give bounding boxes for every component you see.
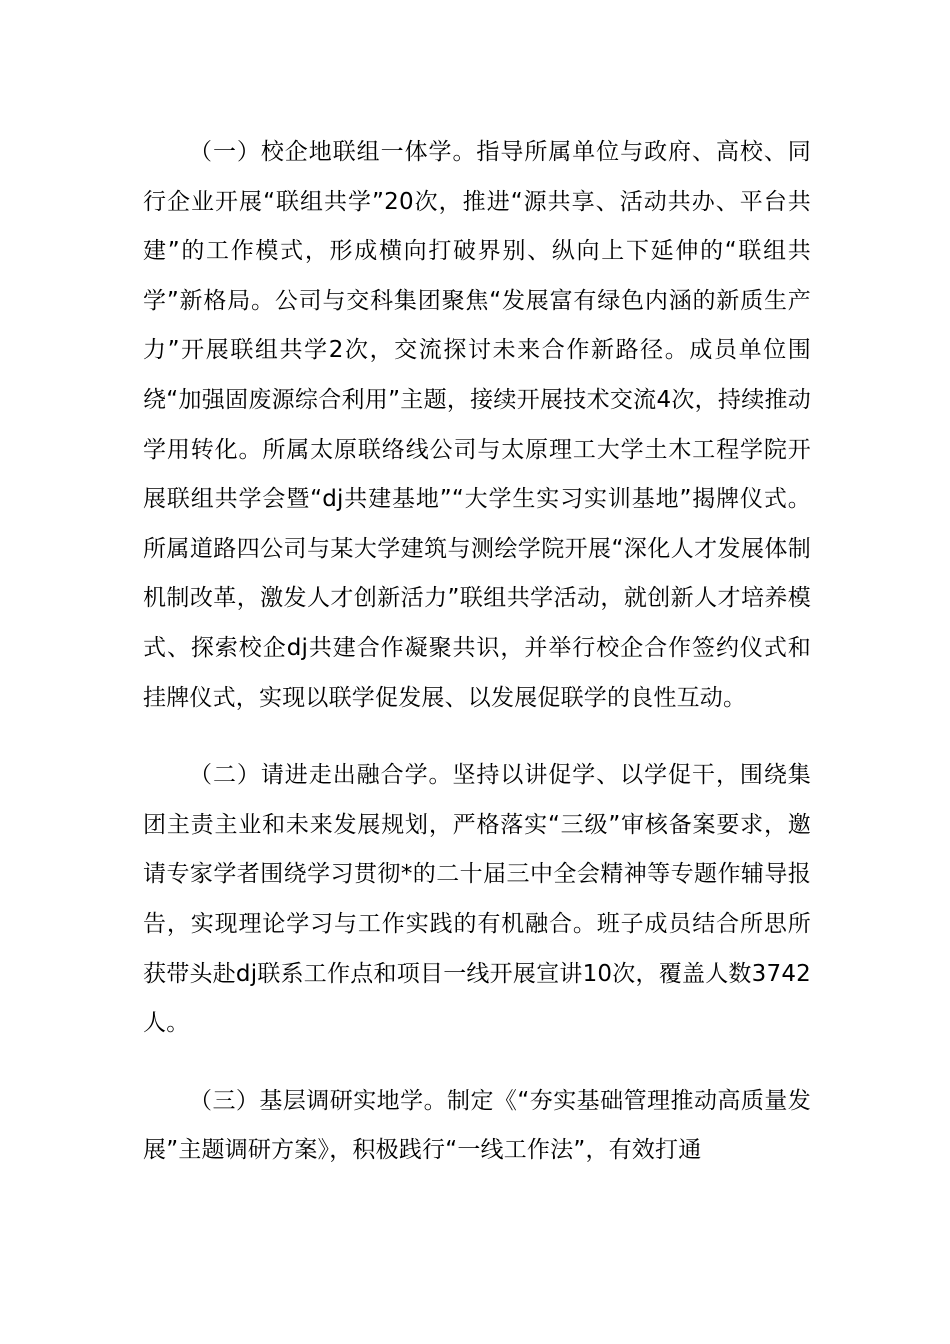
document-body	[143, 128, 811, 1176]
paragraph-grassroots-research-study: （三）基层调研实地学。制定《“夯实基础管理推动高质量发展”主题调研方案》，积极践行“一线工作法”，有效打通	[143, 1087, 811, 1164]
paragraph-joint-study: （一）校企地联组一体学。指导所属单位与政府、高校、同行企业开展“联组共学”20次，推进“源共享、活动共办、平台共建”的工作模式，形成横向打破界别、纵向上下延伸的“联组共学”新格局。公司与交科集团聚焦“发展富有绿色内涵的新质生产力”开展联组共学2次，交流探讨未来合作新路径。成员单位围绕“加强固废源综合利用”主题，接续开展技术交流4次，持续推动学用转化。所属太原联络线公司与太原理工大学土木工程学院开展联组共学会暨“dj共建基地”“大学生实习实训基地”揭牌仪式。所属道路四公司与某大学建筑与测绘学院开展“深化人才发展体制机制改革，激发人才创新活力”联组共学活动，就创新人才培养模式、探索校企dj共建合作凝聚共识，并举行校企合作签约仪式和挂牌仪式，实现以联学促发展、以发展促联学的良性互动。	[143, 139, 811, 711]
paragraph-invite-integrate-study: （二）请进走出融合学。坚持以讲促学、以学促干，围绕集团主责主业和未来发展规划，严格落实“三级”审核备案要求，邀请专家学者围绕学习贯彻*的二十届三中全会精神等专题作辅导报告，实现理论学习与工作实践的有机融合。班子成员结合所思所获带头赴dj联系工作点和项目一线开展宣讲10次，覆盖人数3742人。	[143, 762, 811, 1037]
